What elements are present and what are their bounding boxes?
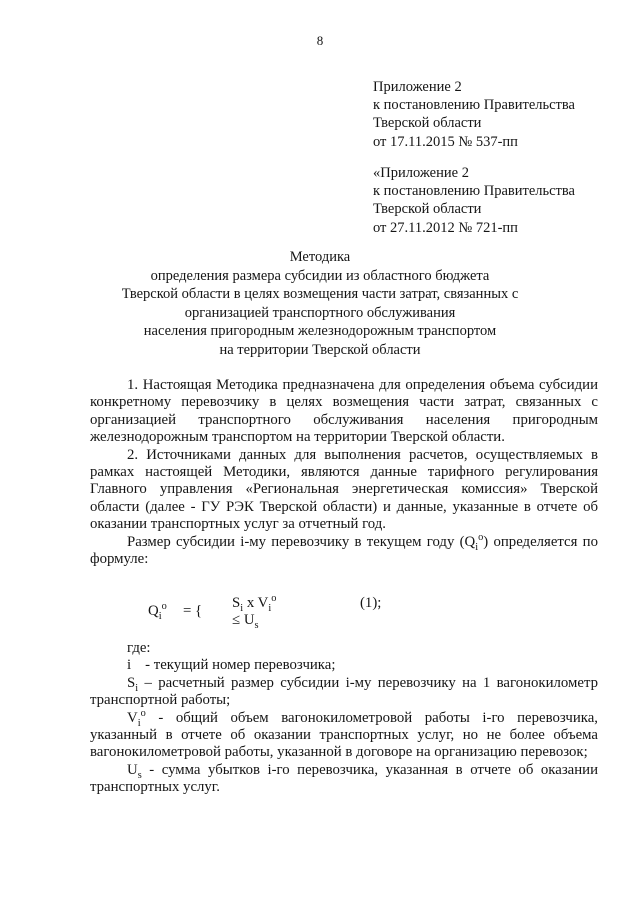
appendix-line: Приложение 2: [373, 79, 462, 95]
definition-i: [90, 657, 598, 674]
formula-lhs: [148, 603, 167, 620]
paragraph-3: [90, 531, 598, 569]
definition-symbol: S: [127, 674, 136, 691]
definition-symbol: V: [127, 709, 138, 726]
definition-symbol: U: [127, 761, 138, 778]
title-line: определения размера субсидии из областного бюджета: [150, 267, 490, 284]
appendix-line: Тверской области: [373, 115, 482, 132]
formula-var: S: [232, 595, 241, 611]
definition-v: [90, 707, 598, 762]
subscript: i: [268, 602, 272, 614]
title-line: Методика: [289, 249, 351, 265]
superscript: o: [161, 601, 167, 613]
formula-var: ≤ U: [232, 612, 255, 628]
formula-var: x V: [243, 595, 269, 611]
definition-text: - сумма убытков i-го перевозчика, указанная в отчете об оказании транспортных услуг.: [90, 761, 598, 796]
appendix-line: от 27.11.2012 № 721-пп: [373, 219, 518, 236]
formula-var: Q: [148, 603, 159, 619]
body-paragraphs: [90, 377, 598, 568]
paragraph-3-text: Размер субсидии i-му перевозчику в текущем году (Q: [127, 533, 476, 550]
definition-u: [90, 762, 598, 797]
appendix-line: к постановлению Правительства: [373, 97, 575, 114]
subscript: i: [135, 682, 139, 694]
formula-equals-brace: = {: [183, 603, 203, 619]
subscript: i: [137, 717, 141, 729]
subscript: s: [137, 769, 142, 781]
title-line: Тверской области в целях возмещения части затрат, связанных с: [121, 286, 519, 303]
subscript: i: [158, 610, 162, 622]
appendix-header-original: [373, 164, 575, 237]
definition-symbol: i: [127, 657, 132, 674]
title-line: организацией транспортного обслуживания: [184, 304, 456, 321]
formula-1: [90, 595, 598, 631]
formula-top-branch: [232, 595, 276, 612]
appendix-line: от 17.11.2015 № 537-пп: [373, 133, 518, 150]
subscript: i: [475, 541, 479, 553]
formula-bottom-branch: [232, 612, 259, 629]
paragraph-3-text: ) определяется по формуле:: [90, 533, 598, 568]
definition-s: [90, 675, 598, 710]
definition-text: – расчетный размер субсидии i-му перевозчику на 1 вагонокилометр транспортной работы;: [90, 674, 598, 709]
definitions-where: где:: [127, 640, 151, 656]
title-line: на территории Тверской области: [219, 341, 421, 358]
superscript: o: [271, 593, 277, 605]
appendix-line: Тверской области: [373, 201, 482, 218]
appendix-line: к постановлению Правительства: [373, 183, 575, 200]
superscript: о: [478, 531, 484, 543]
paragraph-2: 2. Источниками данных для выполнения расчетов, осуществляемых в рамках настоящей Методики, являются данные тарифного регулирования Главного управления «Региональная энергетическая комиссия» Тверской области (далее - ГУ РЭК Тверской области) и данные, указанные в отчете об оказании транспортных услуг за отчетный год.: [90, 446, 598, 533]
document-title: [80, 248, 560, 360]
superscript: o: [140, 707, 146, 719]
subscript: s: [254, 619, 259, 631]
formula-number: (1);: [360, 595, 382, 611]
appendix-header-current: [373, 78, 575, 151]
definition-text: - текущий номер перевозчика;: [145, 657, 336, 674]
paragraph-1: 1. Настоящая Методика предназначена для определения объема субсидии конкретному перевозчику в целях возмещения части затрат, связанных с организацией транспортного обслуживания населения пригородным железнодорожным транспортом на территории Тверской области.: [90, 377, 598, 446]
title-line: населения пригородным железнодорожным транспортом: [143, 323, 497, 340]
appendix-line: «Приложение 2: [373, 165, 469, 181]
definitions: [90, 640, 598, 797]
subscript: i: [240, 602, 244, 614]
definition-text: - общий объем вагонокилометровой работы i-го перевозчика, указанный в отчете об оказании транспортных услуг, но не более объема вагонокилометровой работы, указанной в договоре на организацию перевозок;: [90, 709, 598, 761]
page-number: 8: [316, 33, 324, 48]
